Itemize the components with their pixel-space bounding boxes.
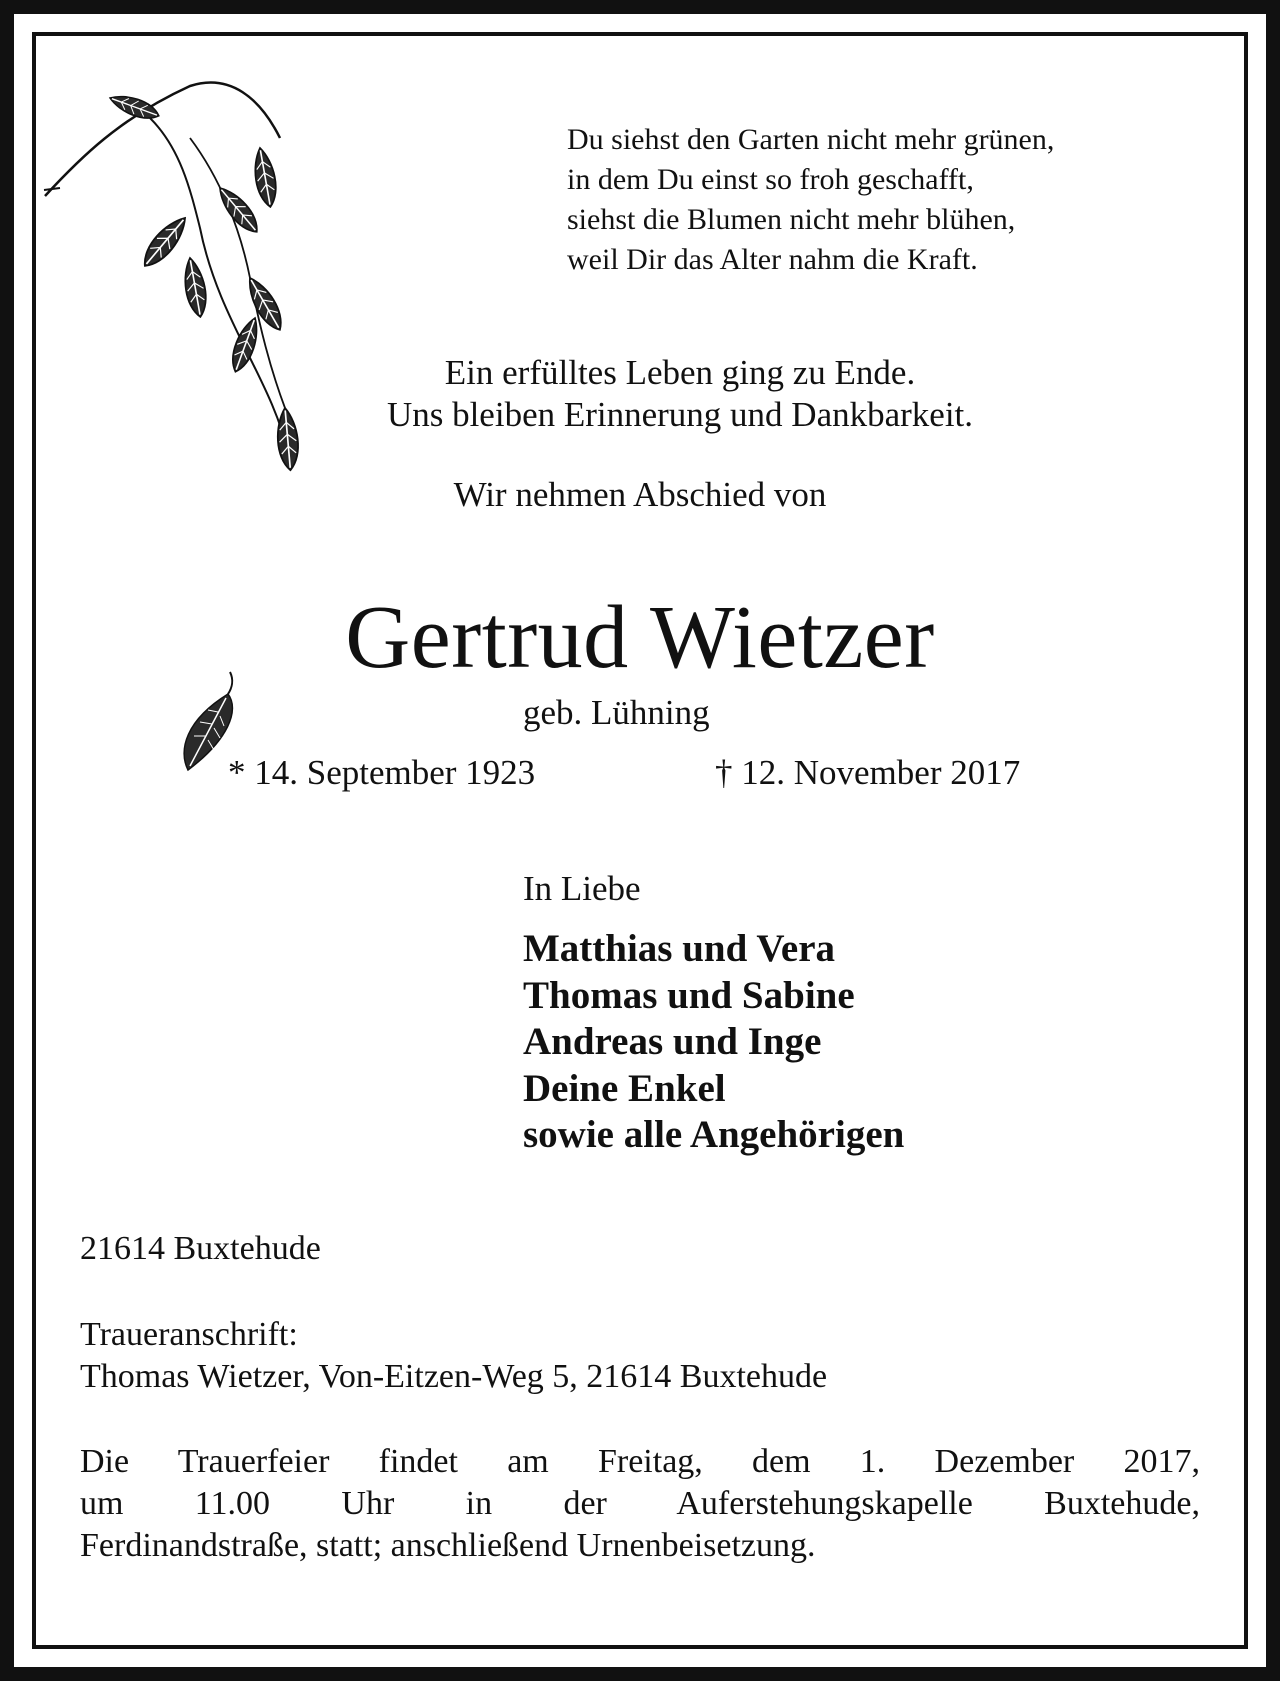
mourner-name: Thomas und Sabine bbox=[523, 973, 855, 1017]
tribute bbox=[40, 352, 1280, 436]
service-line: Die Trauerfeier findet am Freitag, dem 1. Dezember 2017, bbox=[80, 1443, 1200, 1480]
poem bbox=[567, 120, 1054, 280]
deceased-name: Gertrud Wietzer bbox=[345, 588, 935, 687]
mourners-list bbox=[523, 926, 904, 1159]
service-line: Ferdinandstraße, statt; anschließend Urnenbeisetzung. bbox=[80, 1527, 816, 1564]
poem-line: Du siehst den Garten nicht mehr grünen, bbox=[567, 123, 1055, 156]
mourning-address bbox=[80, 1314, 1200, 1398]
farewell-line: Wir nehmen Abschied von bbox=[453, 475, 827, 514]
mourner-name: Matthias und Vera bbox=[523, 927, 836, 970]
death-date: † 12. November 2017 bbox=[715, 753, 1021, 792]
tribute-line: Uns bleiben Erinnerung und Dankbarkeit. bbox=[386, 395, 974, 434]
birth-date: * 14. September 1923 bbox=[228, 753, 536, 792]
address-value: Thomas Wietzer, Von-Eitzen-Weg 5, 21614 Buxtehude bbox=[80, 1358, 828, 1395]
mourner-name: Deine Enkel bbox=[523, 1066, 726, 1110]
mourner-name: Andreas und Inge bbox=[523, 1020, 822, 1063]
tribute-line: Ein erfülltes Leben ging zu Ende. bbox=[444, 353, 916, 392]
service-line: um 11.00 Uhr in der Auferstehungskapelle Buxtehude, bbox=[80, 1485, 1200, 1522]
address-label: Traueranschrift: bbox=[80, 1316, 298, 1353]
poem-line: siehst die Blumen nicht mehr blühen, bbox=[567, 203, 1016, 236]
birch-branch-icon bbox=[40, 78, 350, 528]
place: 21614 Buxtehude bbox=[80, 1230, 321, 1267]
service-notice bbox=[80, 1441, 1200, 1567]
mourner-name: sowie alle Angehörigen bbox=[523, 1113, 905, 1156]
poem-line: in dem Du einst so froh geschafft, bbox=[567, 163, 974, 196]
mourners-intro: In Liebe bbox=[523, 869, 641, 908]
poem-line: weil Dir das Alter nahm die Kraft. bbox=[567, 243, 978, 276]
maiden-name: geb. Lühning bbox=[523, 693, 710, 732]
